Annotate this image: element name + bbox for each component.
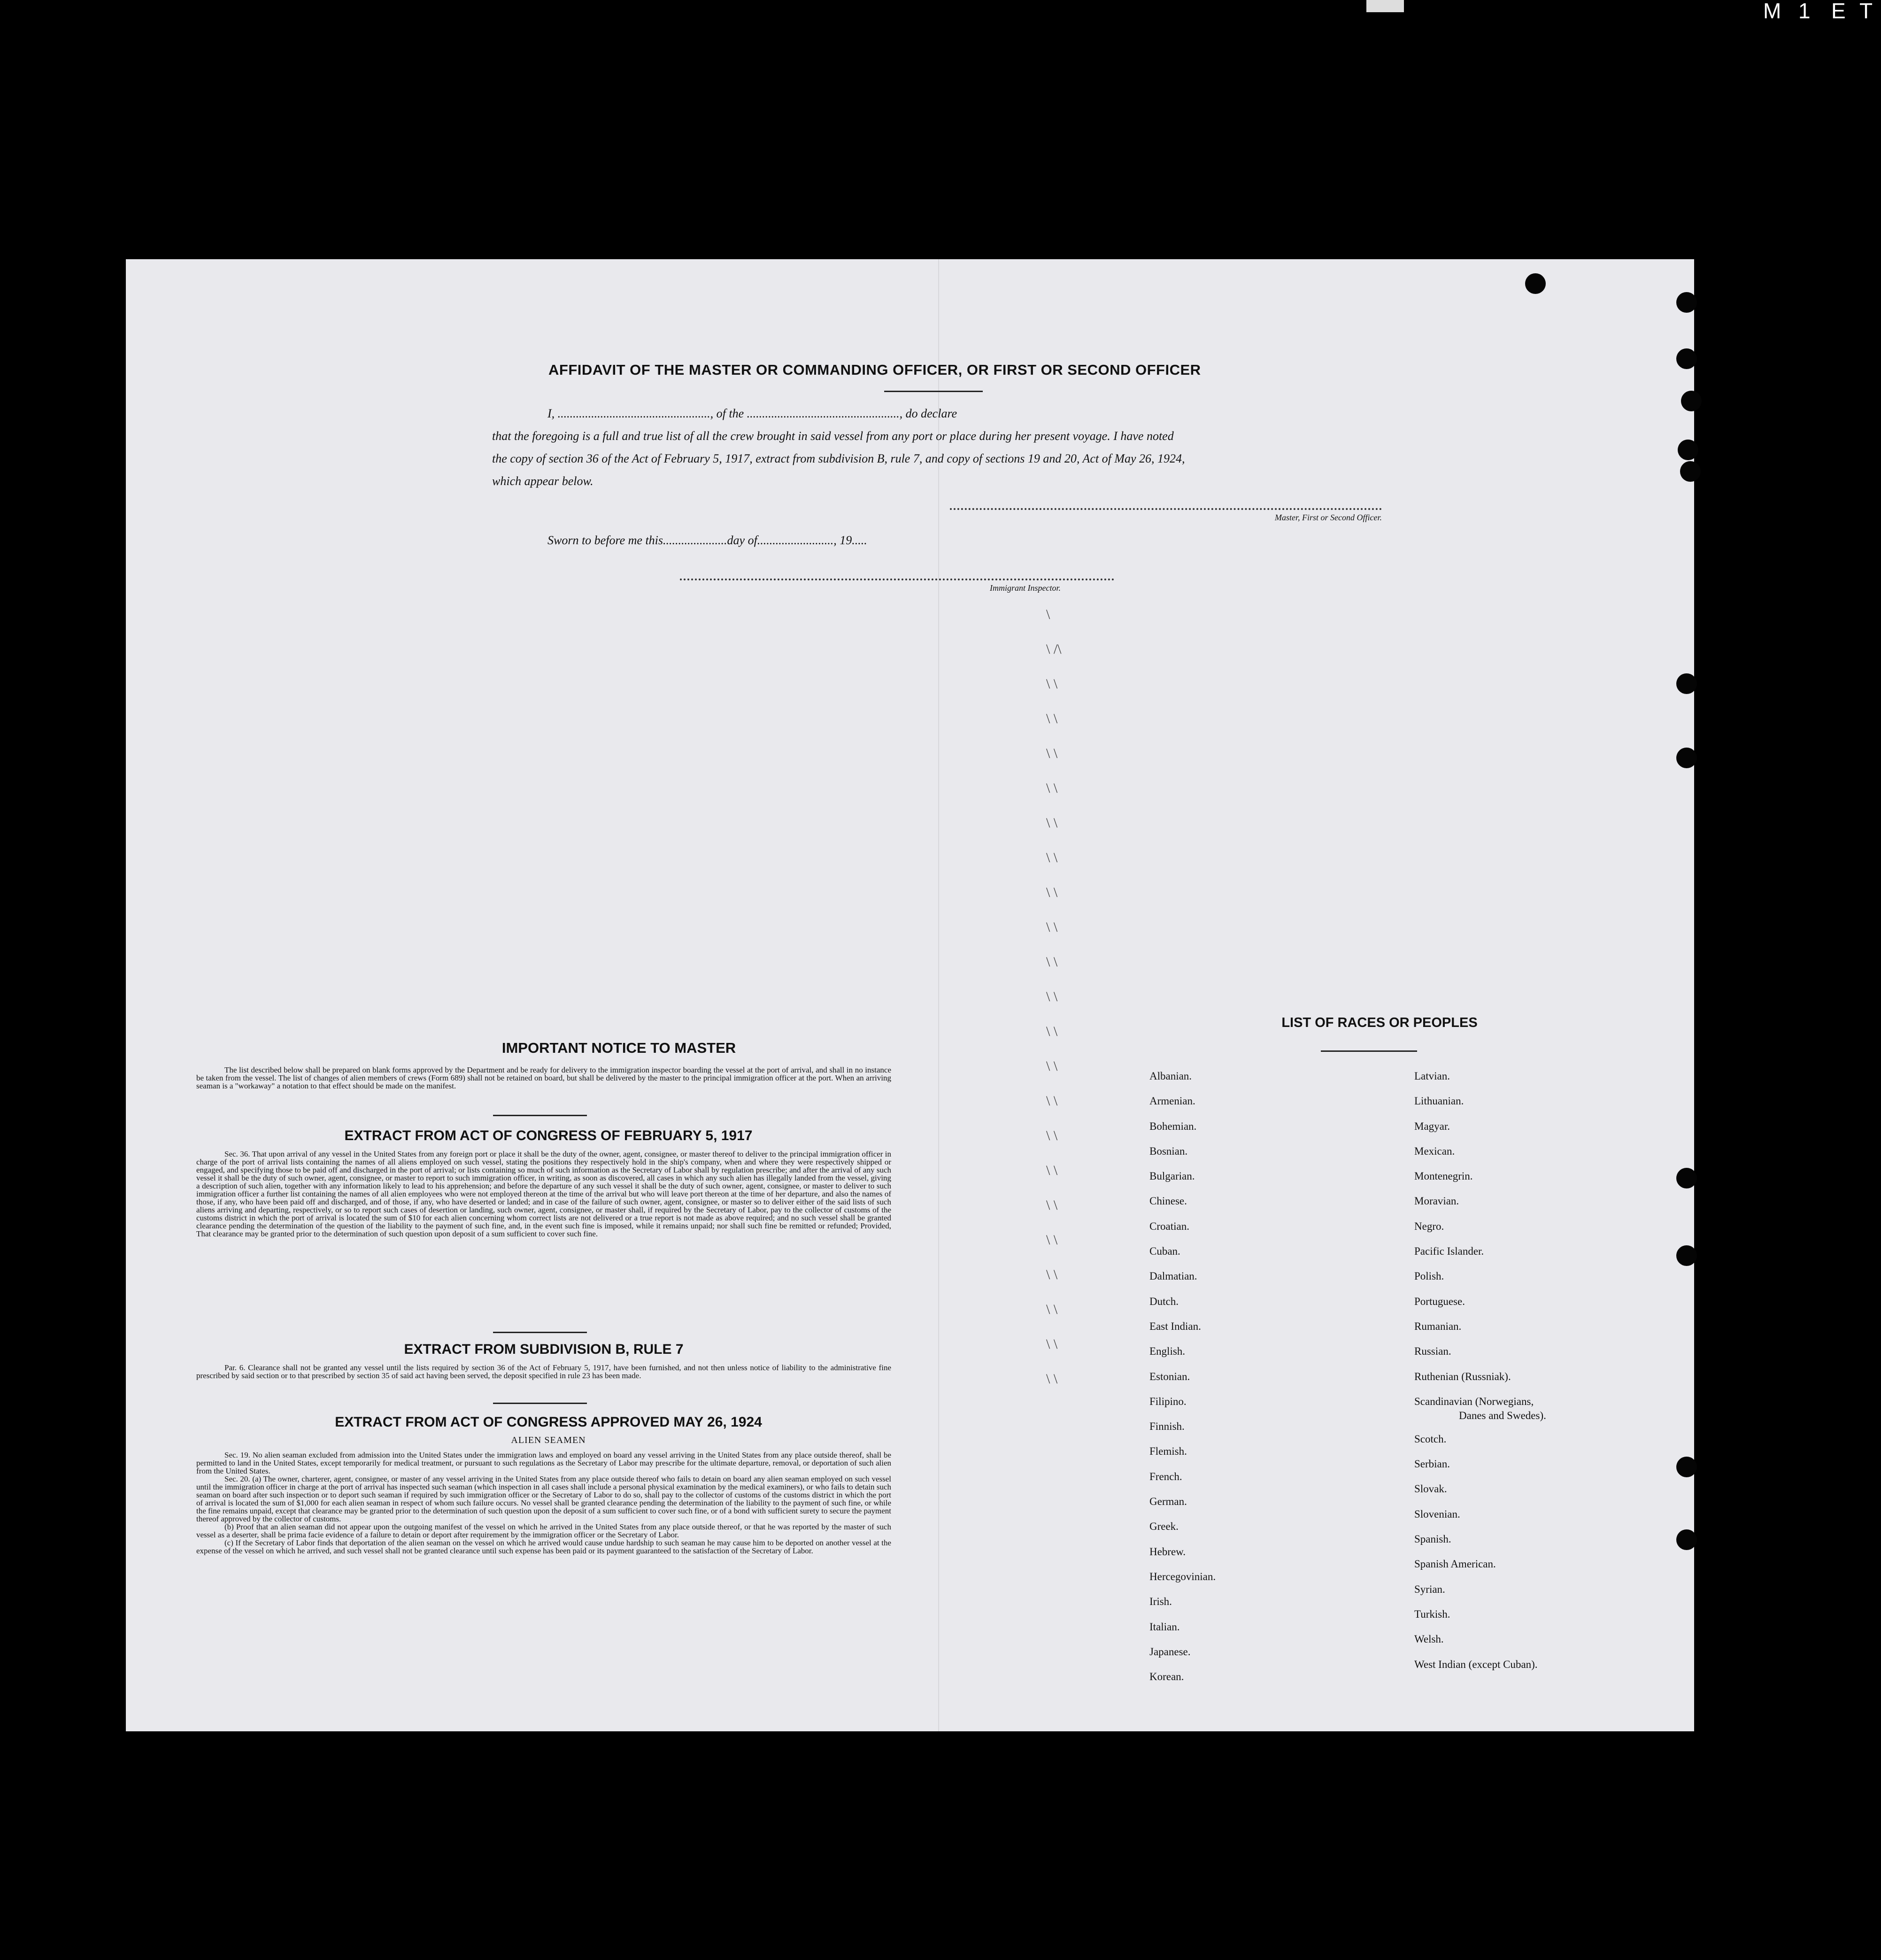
race-item: Flemish. (1149, 1445, 1187, 1458)
film-mark: 1 (1798, 0, 1811, 23)
affidavit-line: I, .................................................., of the .................................................., do declare (547, 407, 957, 420)
affidavit-line: the copy of section 36 of the Act of February 5, 1917, extract from subdivision B, rule 7, and copy of sections 19 and 20, Act of May 26, 1924, (492, 452, 1185, 465)
race-item: Negro. (1414, 1220, 1444, 1232)
races-right-column (1414, 1069, 1546, 1682)
race-item: Hercegovinian. (1149, 1570, 1216, 1582)
document-page (126, 259, 1694, 1731)
punch-hole (1676, 348, 1697, 369)
punch-hole (1681, 391, 1702, 411)
race-item: Russian. (1414, 1345, 1451, 1358)
section-rule (493, 1115, 587, 1116)
race-item: Polish. (1414, 1270, 1444, 1282)
race-item: Bulgarian. (1149, 1170, 1195, 1182)
extract-paragraph: Sec. 20. (a) The owner, charterer, agent, consignee, or master of any vessel arriving in the United States from any place outside thereof who fails to detain on board any alien seaman employed on such vessel until the immigration officer in charge at the port of arrival has inspected such seaman (which inspection in all cases shall include a personal physical examination by the medical examiners), or who fails to detain such seaman on board after such inspection or to deport such seaman if required by such immigration officer or the Secretary of Labor to do so, shall pay to the collector of customs of the customs district in which the port of arrival is located the sum of $1,000 for each alien seaman in respect of whom such failure occurs. No vessel shall be granted clearance pending the determination of the liability to the payment of such fine, or while the fine remains unpaid, except that clearance may be granted prior to the determination of such question upon the deposit of a sum sufficient to cover such fine, or of a bond with sufficient surety to secure the payment thereof approved by the collector of customs. (196, 1474, 891, 1523)
film-mark: M (1763, 0, 1781, 23)
race-item-line: Scandinavian (Norwegians, (1414, 1395, 1534, 1407)
punch-hole (1676, 1529, 1697, 1550)
punch-hole (1676, 1168, 1697, 1188)
race-item: German. (1149, 1496, 1187, 1508)
race-item: Welsh. (1414, 1633, 1444, 1645)
affidavit-title: AFFIDAVIT OF THE MASTER OR COMMANDING OFFICER, OR FIRST OR SECOND OFFICER (548, 362, 1201, 378)
extract-paragraph: Par. 6. Clearance shall not be granted any vessel until the lists required by section 36 of the Act of February 5, 1917, have been furnished, and not then unless notice of liability to the administrative fine prescribed by said section or to that prescribed by section 35 of said act having been served, the deposit specified in rule 23 has been made. (196, 1363, 891, 1380)
punch-hole (1678, 440, 1698, 460)
punch-hole (1676, 1457, 1697, 1477)
race-item: Portuguese. (1414, 1295, 1465, 1307)
affidavit-line: which appear below. (492, 474, 594, 488)
affidavit-text (492, 402, 1408, 493)
race-item: Turkish. (1414, 1608, 1450, 1620)
race-item: Serbian. (1414, 1458, 1450, 1470)
punch-hole (1676, 1245, 1697, 1266)
faint-marks: \ \ /\ \ \ \ \ \ \ \ \ \ \ \ \ \ \ \ \ \ \ \ \ \ \ \ \ \ \ \ \ \ \ \ \ \ \ \ \ \ \ \ \ \ \ (1046, 607, 1062, 1387)
extract-rule7-body (196, 1364, 891, 1380)
races-left-column (1149, 1069, 1216, 1695)
extract-rule7-title: EXTRACT FROM SUBDIVISION B, RULE 7 (404, 1342, 684, 1357)
races-title: LIST OF RACES OR PEOPLES (1281, 1015, 1478, 1030)
punch-hole (1680, 461, 1701, 482)
race-item: Dutch. (1149, 1295, 1179, 1307)
title-underline (884, 391, 983, 392)
race-item: Irish. (1149, 1596, 1172, 1608)
race-item: Albanian. (1149, 1070, 1192, 1082)
race-item: French. (1149, 1470, 1182, 1482)
race-item: Bohemian. (1149, 1120, 1197, 1132)
affidavit-line: that the foregoing is a full and true list of all the crew brought in said vessel from any port or place during her present voyage. I have noted (492, 429, 1174, 443)
race-item: Croatian. (1149, 1220, 1189, 1232)
punch-hole (1676, 748, 1697, 768)
races-title-underline (1321, 1050, 1417, 1052)
section-rule (493, 1403, 587, 1404)
race-item: Scotch. (1414, 1433, 1447, 1445)
extract-1924-body (196, 1451, 891, 1555)
race-item: Chinese. (1149, 1195, 1187, 1207)
race-item: Armenian. (1149, 1095, 1195, 1107)
inspector-label: Immigrant Inspector. (990, 583, 1061, 593)
race-item: Greek. (1149, 1520, 1179, 1533)
notice-body (196, 1066, 891, 1090)
extract-1917-title: EXTRACT FROM ACT OF CONGRESS OF FEBRUARY 5, 1917 (344, 1128, 753, 1143)
notice-paragraph: The list described below shall be prepared on blank forms approved by the Department and be ready for delivery to the immigration inspector boarding the vessel at the port of arrival, and shall in no instance be taken from the vessel. The list of changes of alien members of crews (Form 689) shall not be retained on board, but shall be delivered by the master to the principal immigration officer at the port. When an arriving seaman is a "workaway" a notation to that effect should be made on the manifest. (196, 1065, 891, 1090)
race-item: Slovak. (1414, 1483, 1447, 1495)
race-item: Rumanian. (1414, 1320, 1462, 1332)
extract-paragraph: (c) If the Secretary of Labor finds that deportation of the alien seaman on the vessel on which he arrived would cause undue hardship to such seaman he may cause him to be deported on another vessel at the expense of the vessel on which he arrived, and such vessel shall not be granted clearance until such expense has been paid or its payment guaranteed to the satisfaction of the Secretary of Labor. (196, 1538, 891, 1555)
extract-1924-title: EXTRACT FROM ACT OF CONGRESS APPROVED MAY 26, 1924 (335, 1414, 762, 1430)
section-rule (493, 1332, 587, 1333)
film-sprocket-block (1366, 0, 1404, 12)
race-item-continuation: Danes and Swedes). (1459, 1409, 1546, 1421)
race-item: Slovenian. (1414, 1508, 1460, 1520)
extract-paragraph: (b) Proof that an alien seaman did not appear upon the outgoing manifest of the vessel on which he arrived in the United States from any place outside thereof, or that he was reported by the master of such vessel as a deserter, shall be prima facie evidence of a failure to detain or deport after requirement by the immigration officer or the Secretary of Labor. (196, 1522, 891, 1539)
race-item: Lithuanian. (1414, 1095, 1464, 1107)
notice-title: IMPORTANT NOTICE TO MASTER (501, 1040, 736, 1056)
film-mark: T (1859, 0, 1873, 23)
race-item: Hebrew. (1149, 1545, 1186, 1558)
punch-hole (1676, 673, 1697, 694)
race-item: Mexican. (1414, 1145, 1455, 1157)
race-item: Italian. (1149, 1620, 1180, 1633)
sworn-statement: Sworn to before me this.....................day of........................., 19..... (547, 533, 867, 547)
race-item: East Indian. (1149, 1320, 1201, 1332)
punch-hole (1676, 292, 1697, 313)
race-item (1414, 1395, 1546, 1432)
signature-label: Master, First or Second Officer. (1275, 513, 1382, 522)
race-item: Finnish. (1149, 1420, 1185, 1433)
race-item: Spanish American. (1414, 1558, 1496, 1570)
race-item: Moravian. (1414, 1195, 1459, 1207)
race-item: Magyar. (1414, 1120, 1450, 1132)
race-item: Cuban. (1149, 1245, 1180, 1258)
race-item: Estonian. (1149, 1370, 1190, 1382)
race-item: Syrian. (1414, 1583, 1445, 1595)
signature-line (950, 508, 1382, 510)
race-item: Filipino. (1149, 1395, 1187, 1407)
race-item: Dalmatian. (1149, 1270, 1197, 1282)
race-item: Montenegrin. (1414, 1170, 1473, 1182)
inspector-signature-line (680, 579, 1114, 580)
extract-paragraph: Sec. 36. That upon arrival of any vessel in the United States from any foreign port or place it shall be the duty of the owner, agent, consignee, or master thereof to deliver to the principal immigration officer in charge of the port of arrival lists containing the names of all aliens employed on such vessel, stating the positions they respectively hold in the ship's company, when and where they were respectively shipped or engaged, and specifying those to be paid off and discharged in the port of arrival; or lists containing so much of such information as the Secretary of Labor shall by regulation prescribe; and after the arrival of any such vessel it shall be the duty of such owner, agent, consignee, or master to report to such immigration officer, in writing, as soon as discovered, all cases in which any such alien has illegally landed from the vessel, giving a description of such alien, together with any information likely to lead to his apprehension; and before the departure of any such vessel it shall be the duty of such owner, agent, consignee, or master to deliver to such immigration officer a further list containing the names of all alien employees who were not employed thereon at the time of the arrival but who will leave port thereon at the time of her departure, and also the names of those, if any, who have been paid off and discharged, and of those, if any, who have deserted or landed; and in case of the failure of such owner, agent, consignee, or master so to deliver either of the said lists of such aliens arriving and departing, respectively, or so to report such cases of desertion or landing, such owner, agent, consignee, or master shall, if required by the Secretary of Labor, pay to the collector of customs of the customs district in which the port of arrival is located the sum of $10 for each alien concerning whom correct lists are not delivered or a true report is not made as above required; and no such vessel shall be granted clearance pending the determination of the question of the liability to the payment of such fine, and, in the event such fine is imposed, while it remains unpaid; nor shall such fine be remitted or refunded; Provided, That clearance may be granted prior to the determination of such question upon deposit of a sum sufficient to cover such fine. (196, 1150, 891, 1238)
race-item: Pacific Islander. (1414, 1245, 1484, 1258)
punch-hole (1525, 273, 1546, 294)
extract-1924-subtitle: ALIEN SEAMEN (511, 1435, 586, 1445)
race-item: Spanish. (1414, 1533, 1451, 1545)
race-item: Bosnian. (1149, 1145, 1188, 1157)
race-item: West Indian (except Cuban). (1414, 1658, 1538, 1670)
race-item: Ruthenian (Russniak). (1414, 1370, 1511, 1382)
race-item: Japanese. (1149, 1645, 1191, 1658)
race-item: English. (1149, 1345, 1186, 1358)
race-item: Latvian. (1414, 1070, 1450, 1082)
film-mark: E (1831, 0, 1846, 23)
extract-1917-body (196, 1150, 891, 1238)
race-item: Korean. (1149, 1671, 1184, 1683)
extract-paragraph: Sec. 19. No alien seaman excluded from admission into the United States under the immigration laws and employed on board any vessel arriving in the United States from any place outside thereof, shall be permitted to land in the United States, except temporarily for medical treatment, or pursuant to such regulations as the Secretary of Labor may prescribe for the ultimate departure, removal, or deportation of such alien from the United States. (196, 1451, 891, 1475)
